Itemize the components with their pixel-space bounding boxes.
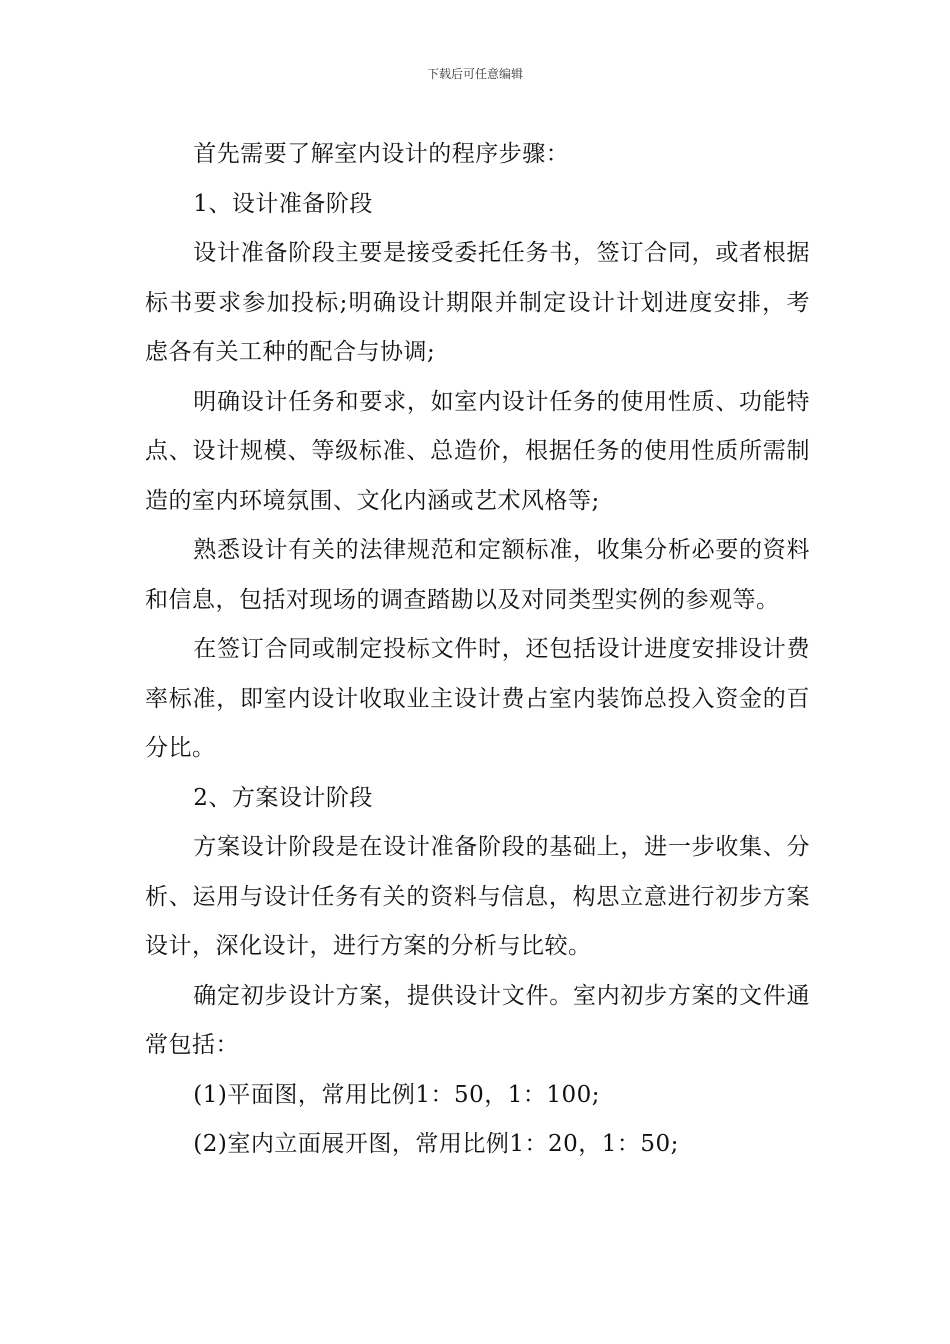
paragraph: 设计准备阶段主要是接受委托任务书，签订合同，或者根据标书要求参加投标;明确设计期限并制定设计计划进度安排，考虑各有关工种的配合与协调; (145, 240, 810, 365)
paragraph: 方案设计阶段是在设计准备阶段的基础上，进一步收集、分析、运用与设计任务有关的资料与信息，构思立意进行初步方案设计，深化设计，进行方案的分析与比较。 (145, 834, 810, 959)
paragraph: 在签订合同或制定投标文件时，还包括设计进度安排设计费率标准，即室内设计收取业主设计费占室内装饰总投入资金的百分比。 (145, 636, 810, 761)
paragraph: 熟悉设计有关的法律规范和定额标准，收集分析必要的资料和信息，包括对现场的调查踏勘以及对同类型实例的参观等。 (145, 537, 810, 613)
section-heading-2: 2、方案设计阶段 (193, 784, 373, 811)
section-heading-1: 1、设计准备阶段 (193, 190, 373, 217)
document-body (145, 130, 810, 1170)
paragraph-intro: 首先需要了解室内设计的程序步骤： (193, 141, 570, 167)
paragraph: 明确设计任务和要求，如室内设计任务的使用性质、功能特点、设计规模、等级标准、总造价，根据任务的使用性质所需制造的室内环境氛围、文化内涵或艺术风格等; (145, 388, 810, 514)
page-header: 下载后可任意编辑 (426, 67, 523, 81)
list-item: (1)平面图，常用比例1：50，1：100; (193, 1081, 601, 1108)
list-item: (2)室内立面展开图，常用比例1：20，1：50; (193, 1131, 679, 1157)
paragraph: 确定初步设计方案，提供设计文件。室内初步方案的文件通常包括： (145, 982, 810, 1058)
